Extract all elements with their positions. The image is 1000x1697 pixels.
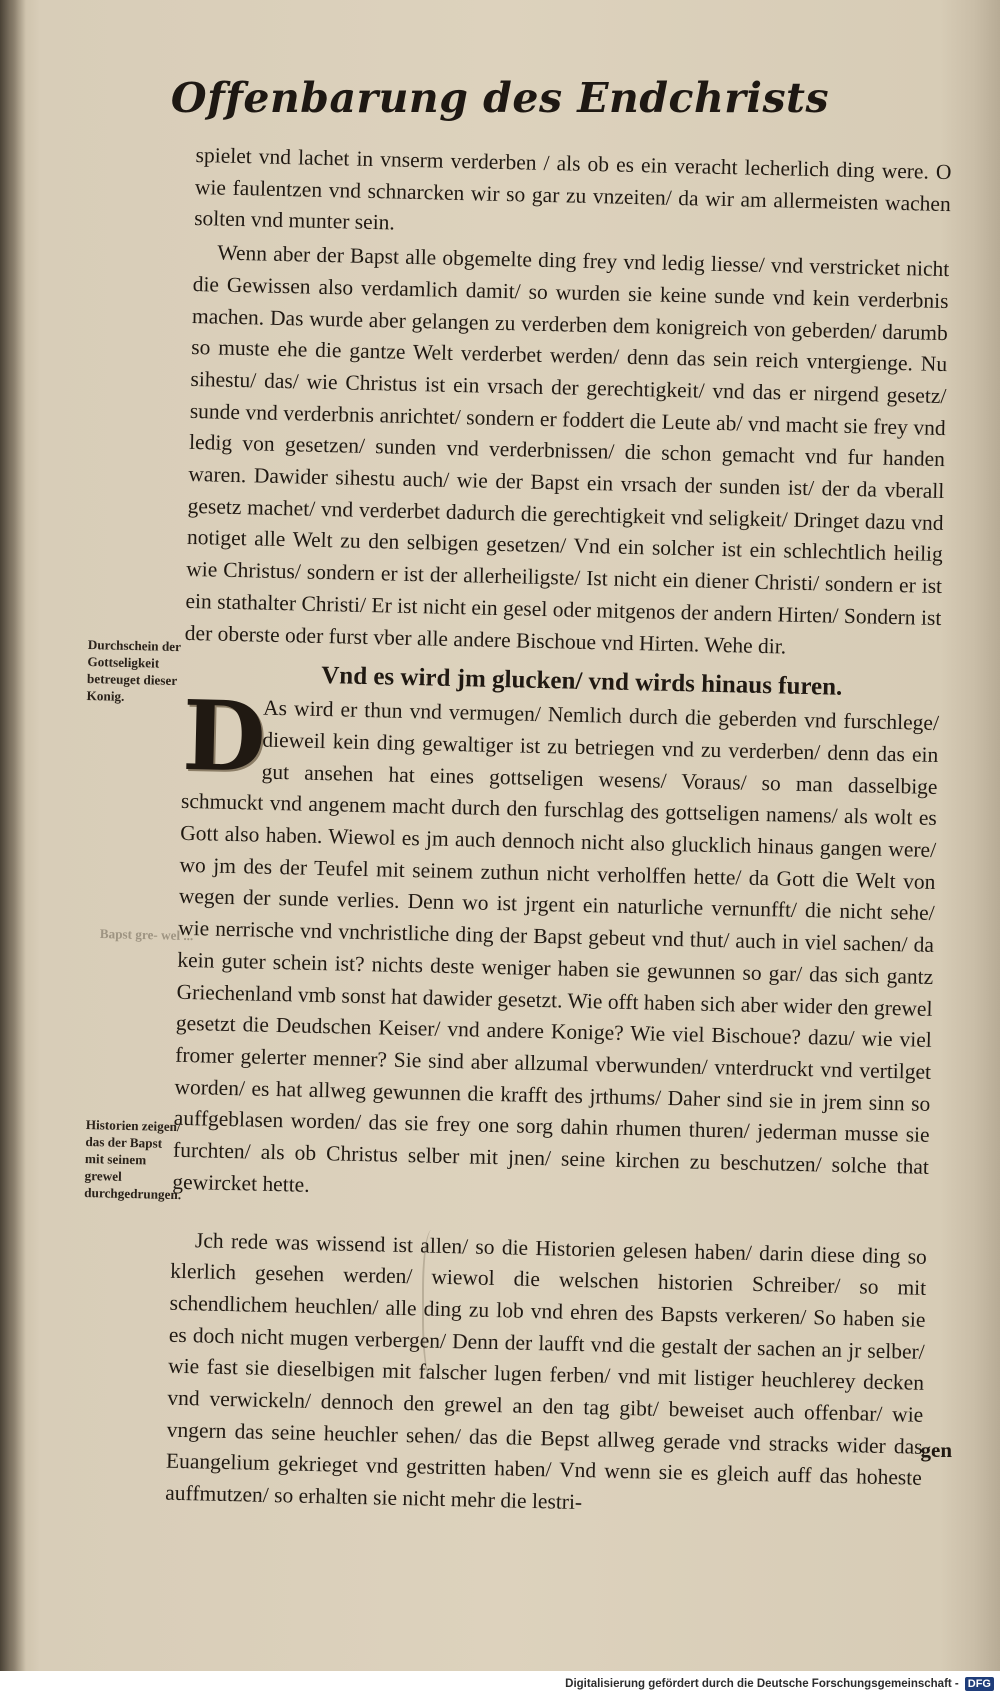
page-title: Offenbarung des Endchrists <box>170 74 830 122</box>
body-text <box>165 140 952 1527</box>
footer-credit: Digitalisierung gefördert durch die Deutsche Forschungsgemeinschaft - <box>565 1678 959 1690</box>
paragraph-1: spielet vnd lachet in vnserm verderben / als ob es ein veracht lecherlich ding were. O wie faulentzen vnd schnarcken wir so gar zu vnzeiten/ da wir am allermeisten wachen solten vnd munter sein. <box>193 142 952 235</box>
paragraph-4: Jch rede was wissend ist allen/ so die Historien gelesen haben/ darin diese ding so klerlich gesehen werden/ wiewol die welschen historien Schreiber/ so mit schendlichem heuchlen/ alle ding zu lob vnd ehren des Bapsts verkeren/ So haben sie es doch nicht mugen verbergen/ Denn der laufft vnd die gestalt der sachen an jr selber/ wie fast sie dieselbigen mit falscher lugen ferben/ vnd mit listiger heuchlerey decken vnd verwickeln/ dennoch den grewel an den tag gibt/ beweiset auch offenbar/ wie vngern das seine heuchler sehen/ das die Bepst allweg gerade vnd stracks wider das Euangelium gekrieget vnd gestritten haben/ Vnd wenn sie es gleich auff das hoheste auffmutzen/ so erhalten sie nicht mehr die lestri- <box>165 1227 928 1515</box>
paragraph-3-text: As wird er thun vnd vermugen/ Nemlich durch die geberden vnd furschlege/ dieweil kein ding gewaltiger ist zu betriegen vnd zu verderben/ denn das ein gut ansehen hat eines gottseligen wesens/ Voraus/ so man dasselbige schmuckt vnd angenem macht durch den furschlag des gottseligen namens/ als wolt es Gott also haben. Wiewol es jm auch dennoch nicht also glucklich hinaus gangen were/ wo jm des der Teufel mit seinem zuthun nicht verholffen hette/ da Gott die Welt von wegen der sunde verlies. Denn wo ist jrgent ein naturliche vernunfft/ die nicht sehe/ wie nerrische vnd vnchristliche ding der Bapst gebeut vnd thut/ auch in viel sachen/ da kein guter schein ist? nichts deste weniger haben sie gewunnen so gar/ das sich gantz Griechenland vmb sonst hat dawider gesetzt. Wie offt haben sich aber wider den grewel gesetzt die Deudschen Keiser/ vnd andere Konige? Wie viel Bischoue? dazu/ wie viel fromer gelerter menner? Sie sind aber allzumal vberwunden/ vnterdruckt vnd vertilget worden/ es hat allweg gewunnen die krafft des jrthums/ Daher sind sie in jrem sinn so auffgeblasen worden/ das sie frey one sorg dahin rhumen thuren/ jederman musse sie furchten/ als ob Christus selber mit jnen/ seine kirchen zu beschutzen/ solche that gewircket hette. <box>172 695 940 1197</box>
footer-strip <box>0 1671 1000 1697</box>
paragraph-2: Wenn aber der Bapst alle obgemelte ding frey vnd ledig liesse/ vnd verstricket nicht die Gewissen also verdamlich damit/ so wurden sie keine sunde vnd kein verderbnis machen. Das wurde aber gelangen zu verderben dem konigreich von geberden/ darumb so muste ehe die gantze Welt verderbet werden/ denn das sein reich vntergienge. Nu sihestu/ das/ wie Christus ist ein vrsach der gerechtigkeit/ vnd das er nirgend gesetz/ sunde vnd verderbnis anrichtet/ sondern er foddert die Leute ab/ vnd macht sie frey vnd ledig von gesetzen/ sunden vnd verderbnissen/ die schon gemacht vnd fur handen waren. Dawider sihestu auch/ wie der Bapst ein vrsach der sunden ist/ der da vberall gesetz machet/ vnd verderbet dadurch die gerechtigkeit vnd seligkeit/ Dringet dazu vnd notiget alle Welt zu den selbigen gesetzen/ Vnd ein solcher ist ein schlechtlich heilig wie Christus/ sondern er ist der allerheiligste/ Ist nicht ein diener Christi/ sondern er ist ein stathalter Christi/ Er ist nicht ein gesel oder mitgenos der andern Hirten/ Sondern ist der oberste oder furst vber alle andere Bischoue vnd Hirten. Wehe dir. <box>184 240 950 659</box>
catchword: gen <box>920 1438 952 1462</box>
section-heading: Vnd es wird jm glucken/ vnd wirds hinaus furen. <box>320 662 843 702</box>
book-gutter <box>0 0 26 1697</box>
decorated-initial: D <box>181 679 267 794</box>
margin-note-2: Bapst gre- wel ... <box>99 925 194 944</box>
margin-note-1: Durchschein der Gottseligkeit betreuget dieser Konig. <box>86 636 181 704</box>
margin-note-3: Historien zeigen/ das der Bapst mit seinem grewel durchgedrungen. <box>84 1116 182 1203</box>
dfg-logo-icon: DFG <box>965 1677 994 1691</box>
